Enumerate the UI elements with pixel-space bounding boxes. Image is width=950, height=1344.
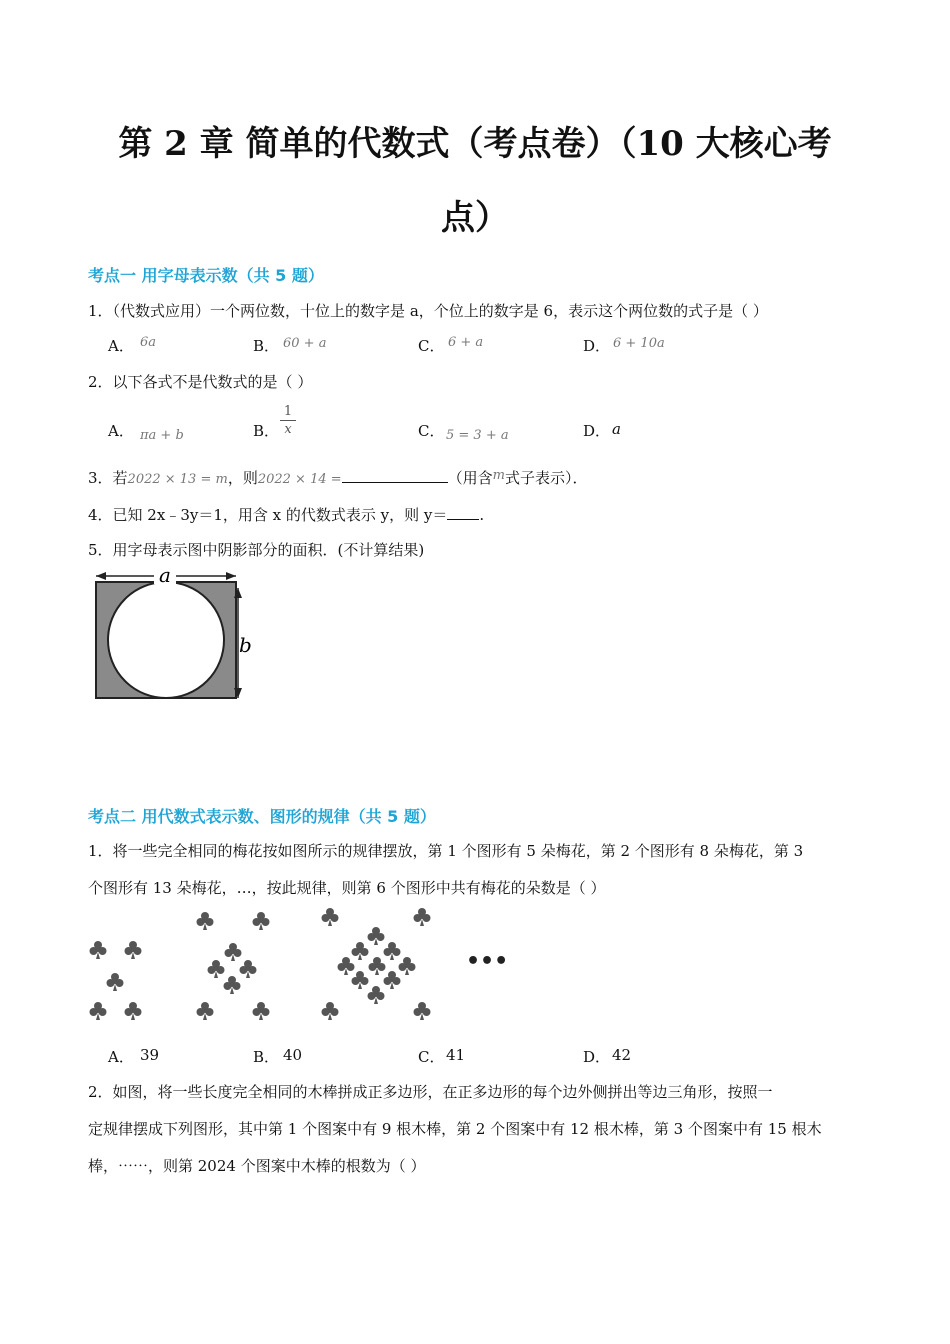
plum-blossom-icon [369,957,386,975]
plum-blossom-icon [338,957,355,975]
option-d-label: D． [583,1048,611,1066]
option-c-expr: 5 = 3 + a [446,428,509,443]
option-a-expr: 6a [140,335,157,350]
plum-blossom-icon [322,1002,339,1020]
option-c-expr: 6 + a [448,335,484,350]
question-2-1-line2: 个图形有 13 朵梅花，…，按此规律，则第 6 个图形中共有梅花的朵数是（ ） [88,879,606,897]
plum-blossom-icon [414,908,431,926]
fraction-1-over-x [280,404,296,437]
plum-blossom-icon [322,908,339,926]
page-title-line1: 第 2 章 简单的代数式（考点卷）（10 大核心考 [118,124,832,164]
option-c-label: C． [418,1048,445,1066]
plum-blossom-icon [107,973,124,991]
option-d-label: D． [583,337,611,355]
plum-blossom-icon [368,986,385,1004]
option-b-label: B． [253,1048,280,1066]
plum-blossom-icon [352,942,369,960]
plum-blossom-icon [197,1002,214,1020]
option-a-label: A． [108,337,134,355]
answer-blank[interactable] [342,468,448,483]
question-2-1-line1: 1．将一些完全相同的梅花按如图所示的规律摆放，第 1 个图形有 5 朵梅花，第 2 个图形有 8 朵梅花，第 3 [88,842,804,860]
option-c-label: C． [418,337,445,355]
fraction-numerator: 1 [283,404,293,419]
question-1-1-text: 1．（代数式应用）一个两位数，十位上的数字是 a，个位上的数字是 6，表示这个两位数的式子是（ ） [88,302,768,320]
question-1-4 [88,504,484,525]
q3-math1: 2022 × 13 = m [127,472,228,487]
plum-blossom-icon [253,912,270,930]
option-d-value: 42 [612,1046,632,1064]
q3-part2: ，则 [227,469,258,487]
option-d-expr: 6 + 10a [613,336,665,351]
option-a-value: 39 [140,1046,160,1064]
section-heading-1: 考点一 用字母表示数（共 5 题） [88,266,324,285]
q3-math2: 2022 × 14 = [257,472,342,487]
plum-blossom-icon [90,941,107,959]
pattern-figure-1 [90,941,142,1020]
q3-part3: （用含 [447,469,493,487]
option-b-value: 40 [283,1046,303,1064]
fraction-denominator: x [284,422,292,437]
plum-blossom-icon [414,1002,431,1020]
option-a-expr: πa + b [140,428,184,443]
fraction-bar [280,420,296,421]
arrow-left-icon [96,572,106,580]
question-2-2-line3: 棒，⋯⋯，则第 2024 个图案中木棒的根数为（ ） [88,1157,426,1175]
plum-blossom-icon [224,976,241,994]
question-1-3 [88,467,588,488]
q3-math3: m [492,468,505,483]
section-heading-2: 考点二 用代数式表示数、图形的规律（共 5 题） [88,807,436,826]
option-b-expr: 60 + a [283,336,327,351]
arrow-right-icon [226,572,236,580]
plum-blossom-icon [240,960,257,978]
question-2-2-line1: 2．如图，将一些长度完全相同的木棒拼成正多边形，在正多边形的每个边外侧拼出等边三角形，按照一 [88,1083,773,1101]
plum-blossom-icon [368,927,385,945]
option-c-label: C． [418,422,445,440]
plum-blossom-icon [125,941,142,959]
question-1-5-text: 5．用字母表示图中阴影部分的面积．(不计算结果) [88,541,425,559]
plum-blossom-icon [125,1002,142,1020]
pattern-figure-3 [322,908,431,1020]
label-a: a [159,563,171,587]
shaded-area-figure [88,563,258,708]
option-d-expr: a [612,420,621,438]
plum-blossom-icon [197,912,214,930]
q4-text: 4．已知 2x﹣3y＝1，用含 x 的代数式表示 y，则 y＝ [88,506,448,524]
page-title-line2: 点） [441,198,509,238]
plum-blossom-pattern-figure [80,902,509,1032]
plum-blossom-icon [384,971,401,989]
plum-blossom-icon [352,971,369,989]
option-d-label: D． [583,422,611,440]
q3-part1: 3．若 [88,469,128,487]
q3-part4: 式子表示）． [505,469,588,487]
inscribed-circle [108,582,224,698]
question-2-2-line2: 定规律摆成下列图形，其中第 1 个图案中有 9 根木棒，第 2 个图案中有 12 根木棒，第 3 个图案中有 15 根木 [88,1120,822,1138]
plum-blossom-icon [208,960,225,978]
option-a-label: A． [108,1048,134,1066]
pattern-figure-2 [197,912,270,1020]
option-a-label: A． [108,422,134,440]
label-b: b [239,633,252,657]
ellipsis-dots: ••• [466,949,509,974]
option-b-label: B． [253,337,280,355]
answer-blank[interactable] [447,505,479,520]
plum-blossom-icon [384,942,401,960]
option-b-label: B． [253,422,280,440]
plum-blossom-icon [399,957,416,975]
option-c-value: 41 [446,1046,466,1064]
plum-blossom-icon [90,1002,107,1020]
question-1-2-text: 2．以下各式不是代数式的是（ ） [88,373,313,391]
plum-blossom-icon [253,1002,270,1020]
plum-blossom-icon [225,943,242,961]
q4-end: . [479,506,485,524]
